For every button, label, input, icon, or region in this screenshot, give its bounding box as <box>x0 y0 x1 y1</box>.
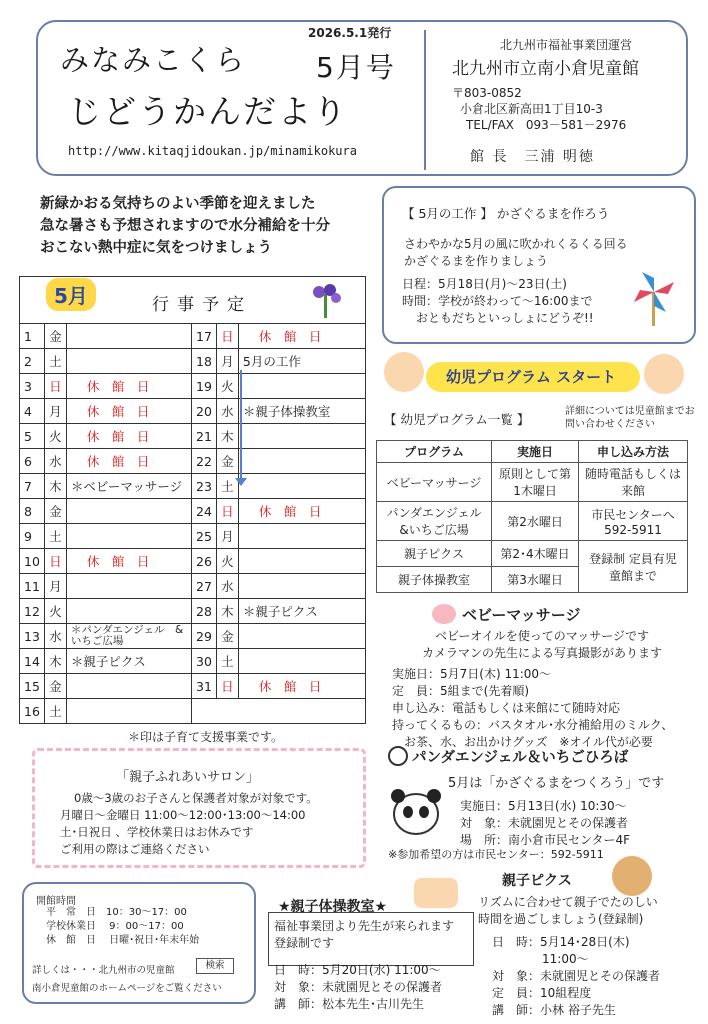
hours-table <box>46 906 199 948</box>
baby-desc <box>392 628 692 662</box>
hours-row: 学校休業日 9：00～17：00 <box>46 921 184 932</box>
salon-line: 0歳～3歳のお子さんと保護者対象が対象です。 <box>74 791 318 805</box>
newsletter-title-2: じどうかんだより <box>68 92 348 131</box>
pix-date: 日 時：5月14･28日(木) <box>492 935 630 949</box>
hours-more: 詳しくは・・・北九州市の児童館 <box>32 965 175 976</box>
calendar-weekday: 金 <box>44 499 66 524</box>
calendar-date: 16 <box>20 699 45 724</box>
calendar-weekday: 木 <box>44 474 66 499</box>
calendar-row <box>192 399 366 424</box>
calendar-date: 1 <box>20 324 45 349</box>
calendar-note: ＊印は子育て支援事業です。 <box>128 730 284 744</box>
calendar-date: 25 <box>192 524 217 549</box>
pix-capacity: 定 員：10組程度 <box>492 986 592 1000</box>
calendar-date: 22 <box>192 449 217 474</box>
craft-title: 【 5月の工作 】 かざぐるまを作ろう <box>402 206 610 221</box>
hours-hp: 南小倉児童館のホームページをご覧ください <box>32 983 222 994</box>
newsletter-title-1: みなみこくら <box>60 43 247 77</box>
salon-line: 土･日祝日 、学校休業日はお休みです <box>60 825 254 839</box>
youji-inquiry: 詳細については児童館までお問い合わせください <box>565 406 695 430</box>
calendar-weekday: 土 <box>216 649 238 674</box>
calendar-date: 5 <box>20 424 45 449</box>
calendar-row <box>192 574 366 599</box>
calendar-event: 休 館 日 <box>66 399 191 424</box>
youji-cell: 第2水曜日 <box>492 502 579 541</box>
calendar-weekday: 水 <box>44 624 66 649</box>
calendar-weekday: 金 <box>44 324 66 349</box>
calendar-date: 18 <box>192 349 217 374</box>
calendar-weekday: 日 <box>44 549 66 574</box>
salon-title: 「親子ふれあいサロン」 <box>116 770 260 785</box>
arrow-head-icon <box>235 478 247 486</box>
calendar-weekday: 火 <box>216 374 238 399</box>
calendar-weekday: 土 <box>44 349 66 374</box>
calendar-event <box>238 524 365 549</box>
calendar-row <box>192 499 366 524</box>
calendar-row <box>20 549 192 574</box>
panda-place: 場 所：南小倉市民センター4F <box>460 833 631 847</box>
calendar-event: ＊親子ピクス <box>238 599 365 624</box>
pix-line: リズムに合わせて親子でたのしい <box>478 895 658 909</box>
salon-line: ご利用の際はご連絡ください <box>60 842 210 856</box>
salon-line: 月曜日～金曜日 11:00～12:00･13:00～14:00 <box>60 808 306 822</box>
calendar-weekday: 月 <box>44 399 66 424</box>
calendar-event <box>238 374 365 399</box>
hours-row: 休 館 日 日曜･祝日･年末年始 <box>46 935 200 946</box>
child-illustration <box>384 352 424 392</box>
baby-apply: 申し込み：電話もしくは来館にて随時対応 <box>392 701 621 715</box>
calendar-weekday: 金 <box>216 449 238 474</box>
calendar-date: 20 <box>192 399 217 424</box>
calendar-row <box>192 449 366 474</box>
youji-cell: 随時電話もしくは来館 <box>578 463 687 502</box>
search-button[interactable]: 検索 <box>196 958 234 974</box>
pix-title: 親子ピクス <box>502 873 572 889</box>
taiso-line: 登録制です <box>274 936 335 950</box>
calendar-date: 30 <box>192 649 217 674</box>
calendar-weekday: 日 <box>216 324 238 349</box>
calendar-event <box>238 574 365 599</box>
director: 館 長 三浦 明徳 <box>470 149 595 165</box>
baby-capacity: 定 員：5組まで(先着順) <box>392 684 529 698</box>
pix-teacher: 講 師：小林 裕子先生 <box>492 1003 616 1017</box>
calendar-event <box>238 474 365 499</box>
bear-illustration <box>612 856 652 896</box>
hours-row: 平 常 日 10：30～17：00 <box>46 907 187 918</box>
intro-text <box>40 193 330 259</box>
calendar-date: 12 <box>20 599 45 624</box>
pinwheel-icon <box>622 262 686 326</box>
postal-code: 〒803-0852 <box>452 86 522 100</box>
youji-header: 実施日 <box>492 441 579 463</box>
iris-icon <box>308 280 344 320</box>
calendar-row <box>20 399 192 424</box>
panda-title: パンダエンジェル＆いちごひろば <box>412 750 629 766</box>
calendar-row <box>192 349 366 374</box>
calendar-weekday: 金 <box>216 624 238 649</box>
calendar-weekday: 木 <box>216 424 238 449</box>
calendar-weekday: 木 <box>44 649 66 674</box>
calendar-event <box>238 424 365 449</box>
craft-invite: おともだちといっしょにどうぞ!! <box>416 311 594 325</box>
panda-icon <box>388 746 408 766</box>
calendar-event: ＊親子体操教室 <box>238 399 365 424</box>
panda-target: 対 象：未就園児とその保護者 <box>460 816 629 830</box>
baby-bring: 持ってくるもの：バスタオル･水分補給用のミルク、 <box>392 718 674 732</box>
calendar-event <box>238 624 365 649</box>
taiso-target: 対 象：未就園児とその保護者 <box>274 980 443 994</box>
calendar-weekday: 木 <box>216 599 238 624</box>
youji-row <box>377 463 688 502</box>
calendar-row <box>20 624 192 649</box>
calendar-row <box>20 574 192 599</box>
phone: TEL/FAX 093－581－2976 <box>466 118 627 132</box>
issue-date: 2026.5.1発行 <box>308 26 392 40</box>
calendar-row <box>192 474 366 499</box>
calendar-event: ＊親子ピクス <box>66 649 191 674</box>
calendar-date: 24 <box>192 499 217 524</box>
calendar-date: 26 <box>192 549 217 574</box>
calendar-event: ＊パンダエンジェル &いちご広場 <box>66 624 191 649</box>
calendar-date: 15 <box>20 674 45 699</box>
calendar-right <box>191 323 366 699</box>
intro-line: 急な暑さも予想されますので水分補給を十分 <box>40 218 330 234</box>
calendar-row <box>192 649 366 674</box>
youji-cell: 親子ピクス <box>377 541 492 567</box>
calendar-date: 21 <box>192 424 217 449</box>
calendar-row <box>20 424 192 449</box>
calendar-row <box>20 349 192 374</box>
intro-line: 新緑かおる気持ちのよい季節を迎えました <box>40 196 316 212</box>
calendar-date: 19 <box>192 374 217 399</box>
youji-cell: 親子体操教室 <box>377 567 492 593</box>
calendar-row <box>20 474 192 499</box>
baby-date: 実施日：5月7日(木) 11:00～ <box>392 667 552 681</box>
panda-note: ※参加希望の方は市民センター：592-5911 <box>388 848 604 861</box>
pix-target: 対 象：未就園児とその保護者 <box>492 969 661 983</box>
child-illustration <box>644 354 684 394</box>
baby-bring: お茶、水、お出かけグッズ ※オイル代が必要 <box>404 735 653 749</box>
website-url[interactable]: http://www.kitaqjidoukan.jp/minamikokura <box>68 144 357 158</box>
baby-line: ベビーオイルを使ってのマッサージです <box>435 629 649 643</box>
craft-period-arrow <box>240 370 242 482</box>
exercise-illustration <box>414 878 458 908</box>
calendar-event <box>66 524 191 549</box>
calendar-event <box>66 574 191 599</box>
calendar-event <box>238 549 365 574</box>
youji-cell: ベビーマッサージ <box>377 463 492 502</box>
craft-time: 時間：学校が終わって～16:00まで <box>402 294 593 308</box>
calendar-month-badge: 5月 <box>46 278 96 311</box>
calendar-row <box>20 499 192 524</box>
craft-line: かざぐるまを作りましょう <box>404 254 549 268</box>
baby-details <box>392 666 673 751</box>
youji-header: 申し込み方法 <box>578 441 687 463</box>
calendar-weekday: 火 <box>216 549 238 574</box>
calendar-weekday: 火 <box>44 599 66 624</box>
calendar-event: 休 館 日 <box>66 374 191 399</box>
youji-cell: パンダエンジェル&いちご広場 <box>377 502 492 541</box>
intro-line: おこない熱中症に気をつけましょう <box>40 240 272 256</box>
calendar-weekday: 月 <box>216 349 238 374</box>
pix-details <box>492 934 660 1019</box>
calendar-weekday: 日 <box>44 374 66 399</box>
youji-row <box>377 502 688 541</box>
calendar-date: 11 <box>20 574 45 599</box>
calendar-row <box>20 674 192 699</box>
calendar-row <box>192 624 366 649</box>
calendar-weekday: 土 <box>44 524 66 549</box>
issue-month: 5月号 <box>316 51 396 84</box>
panda-illustration <box>384 778 448 838</box>
craft-date: 日程：5月18日(月)～23日(土) <box>402 277 567 291</box>
craft-desc <box>404 236 628 270</box>
calendar-event: 休 館 日 <box>66 449 191 474</box>
youji-cell: 原則として第1木曜日 <box>492 463 579 502</box>
calendar-event: 休 館 日 <box>238 324 365 349</box>
calendar-date: 4 <box>20 399 45 424</box>
calendar-weekday: 土 <box>216 474 238 499</box>
calendar-date: 13 <box>20 624 45 649</box>
calendar-weekday: 日 <box>216 499 238 524</box>
calendar-date: 27 <box>192 574 217 599</box>
taiso-title: ★親子体操教室★ <box>278 899 388 915</box>
calendar-weekday: 金 <box>44 674 66 699</box>
calendar-event <box>66 699 191 724</box>
baby-title: ベビーマッサージ <box>462 606 581 624</box>
calendar-date: 6 <box>20 449 45 474</box>
calendar-date: 14 <box>20 649 45 674</box>
facility-name: 北九州市立南小倉児童館 <box>452 59 639 79</box>
calendar-heading: 行事予定 <box>152 295 252 315</box>
calendar-event <box>238 449 365 474</box>
calendar-event: 休 館 日 <box>66 549 191 574</box>
calendar-row <box>192 374 366 399</box>
operator: 北九州市福祉事業団運営 <box>500 38 633 52</box>
youji-cell: 市民センターへ592-5911 <box>578 502 687 541</box>
calendar-weekday: 水 <box>44 449 66 474</box>
baby-line: カメラマンの先生による写真撮影があります <box>421 646 662 660</box>
calendar-weekday: 火 <box>44 424 66 449</box>
address: 小倉北区新高田1丁目10-3 <box>460 102 603 116</box>
calendar-row <box>20 449 192 474</box>
baby-icon <box>432 604 456 624</box>
pix-time: 11:00～ <box>542 952 589 966</box>
calendar-weekday: 水 <box>216 574 238 599</box>
craft-line: さわやかな5月の風に吹かれくるくる回る <box>404 237 628 251</box>
calendar-event <box>66 674 191 699</box>
taiso-desc <box>274 918 454 952</box>
youji-list-title: 【 幼児プログラム一覧 】 <box>384 412 530 427</box>
calendar-date: 8 <box>20 499 45 524</box>
calendar-weekday: 月 <box>44 574 66 599</box>
calendar-row <box>20 649 192 674</box>
taiso-teacher: 講 師：松本先生･古川先生 <box>274 997 425 1011</box>
youji-banner: 幼児プログラム スタート <box>446 368 617 386</box>
youji-cell: 登録制 定員有児童館まで <box>578 541 687 593</box>
pix-desc <box>478 894 658 928</box>
calendar-event: 休 館 日 <box>238 674 365 699</box>
calendar-date: 3 <box>20 374 45 399</box>
calendar-date: 29 <box>192 624 217 649</box>
calendar-row <box>192 549 366 574</box>
youji-header: プログラム <box>377 441 492 463</box>
calendar-date: 10 <box>20 549 45 574</box>
calendar-event: 5月の工作 <box>238 349 365 374</box>
calendar-row <box>192 674 366 699</box>
calendar-row <box>20 599 192 624</box>
calendar-date: 7 <box>20 474 45 499</box>
calendar-row <box>20 699 192 724</box>
youji-row <box>377 541 688 567</box>
calendar-date: 31 <box>192 674 217 699</box>
panda-theme: 5月は「かざぐるまをつくろう」です <box>448 776 665 791</box>
calendar-event <box>66 599 191 624</box>
taiso-details <box>274 962 442 1013</box>
calendar-row <box>20 324 192 349</box>
taiso-date: 日 時：5月20日(水) 11:00～ <box>274 963 441 977</box>
calendar-event <box>66 499 191 524</box>
hours-title: 開館時間 <box>36 896 76 907</box>
pix-line: 時間を過ごしましょう(登録制) <box>478 912 644 926</box>
calendar-event <box>238 649 365 674</box>
youji-table <box>376 440 688 593</box>
calendar-weekday: 水 <box>216 399 238 424</box>
calendar-event <box>66 349 191 374</box>
calendar-event: 休 館 日 <box>66 424 191 449</box>
panda-details <box>460 798 630 849</box>
calendar-date: 23 <box>192 474 217 499</box>
calendar-row <box>192 324 366 349</box>
calendar-date: 2 <box>20 349 45 374</box>
calendar-date: 9 <box>20 524 45 549</box>
calendar-event: 休 館 日 <box>238 499 365 524</box>
craft-schedule <box>402 276 594 327</box>
calendar-row <box>20 524 192 549</box>
calendar-row <box>192 524 366 549</box>
calendar-left <box>19 323 192 724</box>
youji-cell: 第2･4木曜日 <box>492 541 579 567</box>
calendar-row <box>20 374 192 399</box>
youji-cell: 第3水曜日 <box>492 567 579 593</box>
taiso-line: 福祉事業団より先生が来られます <box>274 919 455 933</box>
panda-date: 実施日：5月13日(水) 10:30～ <box>460 799 627 813</box>
calendar-weekday: 土 <box>44 699 66 724</box>
calendar-weekday: 月 <box>216 524 238 549</box>
calendar-row <box>192 599 366 624</box>
calendar-event <box>66 324 191 349</box>
calendar-row <box>192 424 366 449</box>
header-divider <box>424 30 426 170</box>
calendar-weekday: 日 <box>216 674 238 699</box>
salon-details <box>60 790 318 858</box>
calendar-date: 17 <box>192 324 217 349</box>
calendar-event: ＊ベビーマッサージ <box>66 474 191 499</box>
calendar-date: 28 <box>192 599 217 624</box>
